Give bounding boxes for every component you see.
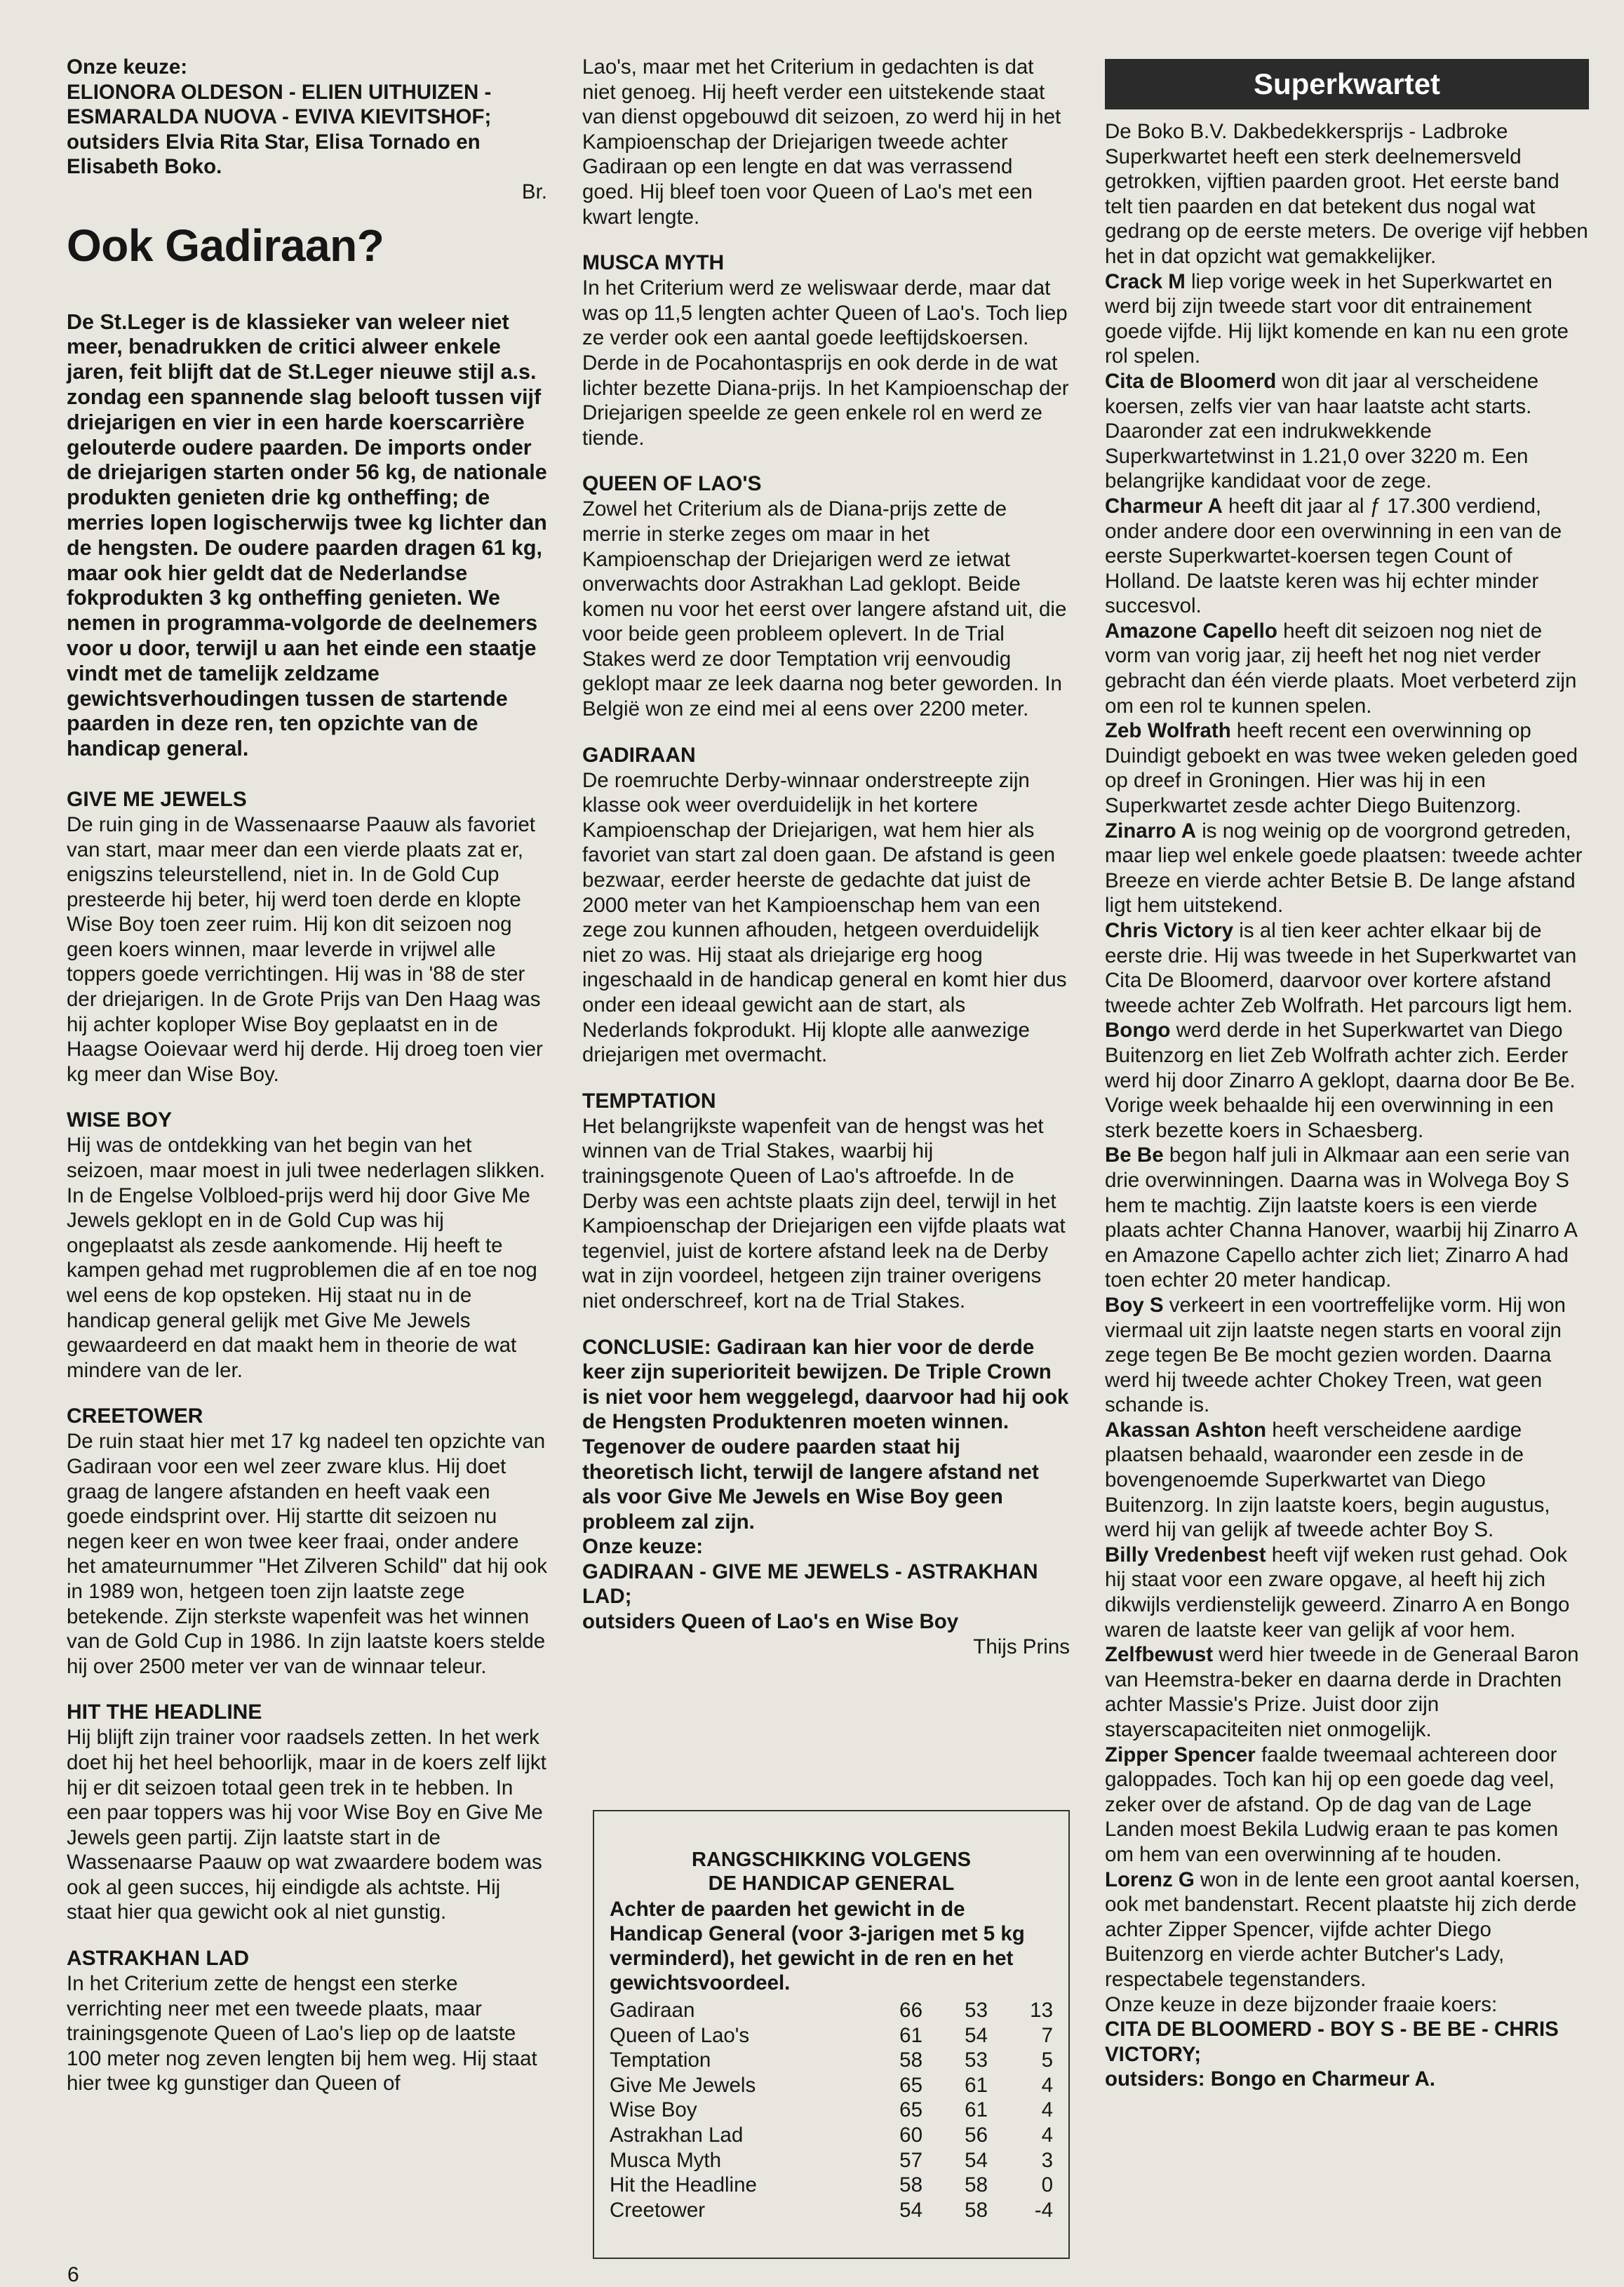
article-title: Ook Gadiraan?	[67, 220, 384, 271]
entry	[1105, 1418, 1589, 1543]
weight-advantage: 4	[1041, 2123, 1053, 2147]
entry	[1105, 819, 1589, 918]
hg-weight: 60	[899, 2123, 922, 2147]
choice-text: GADIRAAN - GIVE ME JEWELS - ASTRAKHAN LAD;	[582, 1560, 1038, 1609]
entry	[1105, 918, 1589, 1018]
entry-name: Cita de Bloomerd	[1105, 369, 1277, 393]
table-row	[610, 2073, 1053, 2098]
race-weight: 54	[965, 2023, 988, 2047]
entry	[1105, 718, 1589, 818]
entry-name: Be Be	[1105, 1144, 1164, 1167]
ranking-title: RANGSCHIKKING VOLGENS	[692, 1849, 971, 1871]
entry-name: Zeb Wolfrath	[1105, 719, 1231, 743]
entry	[1105, 1018, 1589, 1143]
ranking-box	[593, 1810, 1070, 2259]
horse-name: Astrakhan Lad	[610, 2123, 744, 2147]
author-signature: Br.	[521, 180, 547, 203]
section-body: Hij blijft zijn trainer voor raadsels zetten. In het werk doet hij het heel behoorlijk, maar in de koers zelf lijkt hij er dit seizoen totaal geen trek in te hebben. In een paar toppers was hij voor Wise Boy en Give Me Jewels geen partij. Zijn laatste start in de Wassenaarse Paauw op wat zwaardere bodem was ook al geen succes, hij eindigde als achtste. Hij staat hier qua gewicht ook al niet gunstig.	[67, 1726, 546, 1924]
hg-weight: 58	[899, 2048, 922, 2072]
choice-text: ELIONORA OLDESON - ELIEN UITHUIZEN - ESMARALDA NUOVA - EVIVA KIEVITSHOF;	[67, 80, 492, 129]
entry-text: heeft vijf weken rust gehad. Ook hij staat voor een zware opgave, al heeft hij zich dikwijls verdienstelijk geweerd. Zinarro A en Bongo waren de laatste keer van gelijk af voor hem.	[1105, 1543, 1570, 1642]
race-weight: 61	[965, 2098, 988, 2122]
section-heading: WISE BOY	[67, 1108, 173, 1132]
section-body: Het belangrijkste wapenfeit van de hengst was het winnen van de Trial Stakes, waarbij hij trainingsgenote Queen of Lao's aftroefde. In de Derby was een achtste plaats zijn deel, terwijl in het Kampioenschap der Driejarigen een vijfde plaats wat tegenviel, juist de kortere afstand leek na de Derby wat in zijn voordeel, hetgeen zijn trainer overigens niet onderschreef, kort na de Trial Stakes.	[582, 1114, 1066, 1313]
entry-text: heeft dit seizoen nog niet de vorm van vorig jaar, zij heeft het nog niet verder gebracht dan één vierde plaats. Moet verbeterd zijn om een rol te kunnen spelen.	[1105, 619, 1577, 718]
continued-text: Lao's, maar met het Criterium in gedachten is dat niet genoeg. Hij heeft verder een uitstekende staat van dienst opgebouwd dit seizoen, zo werd hij in het Kampioenschap der Driejarigen tweede achter Gadiraan op een lengte en dat was verrassend goed. Hij bleef toen voor Queen of Lao's met een kwart lengte.	[582, 55, 1061, 229]
section-heading: ASTRAKHAN LAD	[67, 1947, 249, 1971]
previous-article-choice	[67, 55, 547, 180]
race-weight: 61	[965, 2073, 988, 2097]
weight-advantage: 4	[1041, 2073, 1053, 2097]
section-body: De roemruchte Derby-winnaar onderstreepte zijn klasse ook weer overduidelijk in het kortere Kampioenschap der Driejarigen, wat hem hier als favoriet van start zal doen gaan. De afstand is geen bezwaar, eerder heerste de gedachte dat juist de 2000 meter van het Kampioenschap hem van een zege zou kunnen afhouden, hetgeen overduidelijk niet zo was. Hij staat als driejarige erg hoog ingeschaald in de handicap general en komt hier dus onder een ideaal gewicht aan de start, als Nederlands fokprodukt. Hij klopte alle aanwezige driejarigen met overmacht.	[582, 768, 1067, 1067]
choice-outsiders: outsiders Queen of Lao's en Wise Boy	[582, 1610, 959, 1634]
entry-name: Zinarro A	[1105, 819, 1197, 843]
hg-weight: 61	[899, 2023, 922, 2047]
section-heading: QUEEN OF LAO'S	[582, 472, 762, 496]
article-lead: De St.Leger is de klassieker van weleer niet meer, benadrukken de critici alweer enkele jaren, feit blijft dat de St.Leger nieuwe stijl a.s. zondag een spannende slag belooft tussen vijf driejarigen en vier in een harde koerscarrière gelouterde oudere paarden. De imports onder de driejarigen starten onder 56 kg, de nationale produkten genieten drie kg ontheffing; de merries lopen logischerwijs twee kg lichter dan de hengsten. De oudere paarden dragen 61 kg, maar ook hier geldt dat de Nederlandse fokprodukten 3 kg ontheffing genieten. We nemen in programma-volgorde de deelnemers voor u door, terwijl u aan het einde een staatje vindt met de tamelijk zeldzame gewichtsverhoudingen tussen de startende paarden in deze ren, ten opzichte van de handicap general.	[67, 309, 547, 761]
entry-text: won in de lente een groot aantal koersen, ook met bandenstart. Recent plaatste hij zich derde achter Zipper Spencer, vijfde achter Diego Buitenzorg en vierde achter Butcher's Lady, respectabele tegenstanders.	[1105, 1867, 1581, 1991]
superkwartet-intro: De Boko B.V. Dakbedekkersprijs - Ladbroke Superkwartet heeft een sterk deelnemersveld getrokken, vijftien paarden groot. Het eerste band telt tien paarden en dat betekent dus nogal wat gedrang op de eerste meters. De overige vijf hebben het in dat opzicht wat gemakkelijker.	[1105, 120, 1588, 268]
entry	[1105, 269, 1589, 369]
entry-text: is al tien keer achter elkaar bij de eerste drie. Hij was tweede in het Superkwartet van Cita De Bloomerd, daarvoor over kortere afstand tweede achter Zeb Wolfrath. Het parcours ligt hem.	[1105, 919, 1577, 1017]
section-heading: TEMPTATION	[582, 1089, 716, 1113]
weight-advantage: 7	[1041, 2023, 1053, 2047]
weight-advantage: 3	[1041, 2148, 1053, 2172]
hg-weight: 65	[899, 2073, 922, 2097]
hg-weight: 58	[899, 2173, 922, 2197]
section-heading: CREETOWER	[67, 1404, 203, 1428]
author-signature: Thijs Prins	[973, 1635, 1070, 1658]
table-row	[610, 1998, 1053, 2023]
hg-weight: 66	[899, 1999, 922, 2022]
entry-name: Charmeur A	[1105, 494, 1223, 518]
section-body: In het Criterium werd ze weliswaar derde, maar dat was op 11,5 lengten achter Queen of Lao's. Toch liep ze verder ook een aantal goede leeftijdskoersen. Derde in de Pocahontasprijs en ook derde in de wat lichter bezette Diana-prijs. In het Kampioenschap der Driejarigen speelde ze geen enkele rol en werd ze tiende.	[582, 276, 1069, 450]
section-heading: GIVE ME JEWELS	[67, 787, 247, 811]
entry-name: Chris Victory	[1105, 919, 1234, 942]
race-weight: 53	[965, 1999, 988, 2022]
entry-text: werd hier tweede in de Generaal Baron van Heemstra-beker en daarna derde in Drachten achter Massie's Prize. Juist door zijn stayerscapaciteiten niet onmogelijk.	[1105, 1643, 1579, 1741]
conclusion: CONCLUSIE: Gadiraan kan hier voor de derde keer zijn superioriteit bewijzen. De Triple Crown is niet voor hem weggelegd, daarvoor had hij ook de Hengsten Produktenren moeten winnen. Tegenover de oudere paarden staat hij theoretisch licht, terwijl de langere afstand net als voor Give Me Jewels en Wise Boy geen probleem zal zijn.	[582, 1335, 1069, 1534]
table-row	[610, 2123, 1053, 2148]
choice-text: CITA DE BLOOMERD - BOY S - BE BE - CHRIS VICTORY;	[1105, 2018, 1559, 2066]
entry	[1105, 1642, 1589, 1742]
section-body: In het Criterium zette de hengst een sterke verrichting neer met een tweede plaats, maar trainingsgenote Queen of Lao's liep op de laatste 100 meter nog zeven lengten bij hem weg. Hij staat hier twee kg gunstiger dan Queen of	[67, 1972, 537, 2095]
hg-weight: 65	[899, 2098, 922, 2122]
entry-text: won dit jaar al verscheidene koersen, zelfs vier van haar laatste acht starts. Daaronder zat een indrukwekkende Superkwartetwinst in 1.21,0 over 3220 m. Een belangrijke kandidaat voor de zege.	[1105, 369, 1539, 493]
entry-name: Zipper Spencer	[1105, 1743, 1256, 1766]
entry-text: is nog weinig op de voorgrond getreden, maar liep wel enkele goede plaatsen: tweede achter Breeze en vierde achter Betsie B. De lange afstand ligt hem uitstekend.	[1105, 819, 1583, 918]
hg-weight: 54	[899, 2198, 922, 2222]
section-heading: HIT THE HEADLINE	[67, 1701, 262, 1724]
horse-name: Creetower	[610, 2198, 706, 2222]
horse-name: Temptation	[610, 2048, 711, 2072]
entry-name: Bongo	[1105, 1019, 1171, 1042]
table-row	[610, 2173, 1053, 2198]
entry-text: begon half juli in Alkmaar aan een serie van drie overwinningen. Daarna was in Wolvega Boy S hem te machtig. Zijn laatste koers is een vierde plaats achter Channa Hanover, waarbij hij Zinarro A en Amazone Capello achter zich liet; Zinarro A had toen echter 20 meter handicap.	[1105, 1144, 1577, 1292]
horse-name: Queen of Lao's	[610, 2023, 750, 2047]
section-body: Hij was de ontdekking van het begin van het seizoen, maar moest in juli twee nederlagen slikken. In de Engelse Volbloed-prijs werd hij door Give Me Jewels geklopt en in de Gold Cup was hij ongeplaatst als zesde aankomende. Hij heeft te kampen gehad met rugproblemen die af en toe nog wel eens de kop opsteken. Hij staat nu in de handicap general gelijk met Give Me Jewels gewaardeerd en dat maakt hem in theorie de wat mindere van de ler.	[67, 1134, 546, 1382]
race-weight: 54	[965, 2148, 988, 2172]
choice-label: Onze keuze:	[582, 1535, 704, 1559]
ranking-title-2: DE HANDICAP GENERAL	[708, 1872, 955, 1895]
section-heading: MUSCA MYTH	[582, 251, 725, 275]
table-row	[610, 2148, 1053, 2173]
entry-name: Akassan Ashton	[1105, 1418, 1267, 1442]
section-body: De ruin staat hier met 17 kg nadeel ten opzichte van Gadiraan voor een wel zeer zware klus. Hij doet graag de langere afstanden en heeft vaak een goede eindsprint over. Hij startte dit seizoen nu negen keer en won twee keer fraai, onder andere het amateurnummer "Het Zilveren Schild" dat hij ook in 1989 won, hetgeen toen zijn laatste zege betekende. Zijn sterkste wapenfeit was het winnen van de Gold Cup in 1986. In zijn laatste koers stelde hij over 2500 meter ver van de winnaar teleur.	[67, 1430, 547, 1678]
ranking-table	[610, 1998, 1053, 2222]
ranking-subtitle: Achter de paarden het gewicht in de Handicap General (voor 3-jarigen met 5 kg verminderd), het gewicht in de ren en het gewichtsvoordeel.	[610, 1898, 1025, 1994]
entry	[1105, 369, 1589, 494]
entry-name: Zelfbewust	[1105, 1643, 1214, 1667]
table-row	[610, 2098, 1053, 2123]
entry-text: faalde tweemaal achtereen door galoppades. Toch kan hij op een goede dag veel, zeker over de afstand. Op de dag van de Lage Landen moest Bekila Ludwig eraan te pas komen om hem van een overwinning af te houden.	[1105, 1743, 1559, 1866]
entry-name: Billy Vredenbest	[1105, 1543, 1266, 1567]
race-weight: 58	[965, 2198, 988, 2222]
entry-text: werd derde in het Superkwartet van Diego Buitenzorg en liet Zeb Wolfrath achter zich. Eerder werd hij door Zinarro A geklopt, daarna door Be Be. Vorige week behaalde hij een overwinning in een sterk bezette koers in Schaesberg.	[1105, 1019, 1576, 1142]
section-heading: GADIRAAN	[582, 743, 696, 767]
column-middle	[582, 55, 1070, 1659]
section-body: De ruin ging in de Wassenaarse Paauw als favoriet van start, maar meer dan een vierde plaats zat er, enigszins teleurstellend, niet in. In de Gold Cup presteerde hij beter, hij werd toen derde en klopte Wise Boy toen zeer ruim. Hij kon dit seizoen nog geen koers winnen, maar leverde in vrijwel alle toppers goede verrichtingen. Hij was in '88 de ster der driejarigen. In de Grote Prijs van Den Haag was hij achter koploper Wise Boy geplaatst en in de Haagse Ooievaar werd hij derde. Hij droeg toen vier kg meer dan Wise Boy.	[67, 812, 543, 1086]
entry	[1105, 1543, 1589, 1642]
weight-advantage: 4	[1041, 2098, 1053, 2122]
weight-advantage: -4	[1034, 2198, 1053, 2222]
entry	[1105, 1293, 1589, 1418]
entry-name: Amazone Capello	[1105, 619, 1277, 643]
entry-text: heeft verscheidene aardige plaatsen behaald, waaronder een zesde in de bovengenoemde Superkwartet van Diego Buitenzorg. In zijn laatste koers, begin augustus, werd hij van gelijk af tweede achter Boy S.	[1105, 1418, 1550, 1542]
entry	[1105, 1867, 1589, 1992]
horse-name: Wise Boy	[610, 2098, 697, 2122]
table-row	[610, 2023, 1053, 2048]
entry-text: heeft recent een overwinning op Duindigt geboekt en was twee weken geleden goed op dreef in Groningen. Hier was hij in een Superkwartet zesde achter Diego Buitenzorg.	[1105, 719, 1578, 818]
section-banner: Superkwartet	[1105, 59, 1589, 109]
entry	[1105, 1743, 1589, 1867]
entry	[1105, 1143, 1589, 1293]
column-right	[1105, 59, 1589, 2092]
entry-name: Crack M	[1105, 269, 1186, 293]
page-number: 6	[67, 2263, 79, 2286]
weight-advantage: 13	[1030, 1999, 1053, 2022]
entry-name: Boy S	[1105, 1293, 1164, 1317]
hg-weight: 57	[899, 2148, 922, 2172]
choice-outsiders: outsiders: Bongo en Charmeur A.	[1105, 2067, 1435, 2091]
table-row	[610, 2048, 1053, 2073]
horse-name: Hit the Headline	[610, 2173, 757, 2197]
race-weight: 53	[965, 2048, 988, 2072]
choice-label: Onze keuze:	[67, 55, 188, 79]
column-left	[67, 55, 547, 2096]
race-weight: 56	[965, 2123, 988, 2147]
entry-name: Lorenz G	[1105, 1867, 1195, 1891]
entry	[1105, 494, 1589, 619]
horse-name: Musca Myth	[610, 2148, 722, 2172]
choice-label: Onze keuze in deze bijzonder fraaie koers:	[1105, 1992, 1498, 2016]
section-body: Zowel het Criterium als de Diana-prijs zette de merrie in sterke zeges om maar in het Kampioenschap der Driejarigen werd ze ietwat onverwachts door Astrakhan Lad geklopt. Beide komen nu voor het eerst over langere afstand uit, die voor beide geen probleem oplevert. In de Trial Stakes werd ze door Temptation vrij eenvoudig geklopt maar ze leek daarna nog beter geworden. In België won ze eind mei al eens over 2200 meter.	[582, 497, 1067, 721]
race-weight: 58	[965, 2173, 988, 2197]
entry	[1105, 619, 1589, 718]
weight-advantage: 5	[1041, 2048, 1053, 2072]
horse-name: Gadiraan	[610, 1999, 695, 2022]
choice-outsiders: outsiders Elvia Rita Star, Elisa Tornado en Elisabeth Boko.	[67, 130, 481, 179]
table-row	[610, 2198, 1053, 2223]
weight-advantage: 0	[1041, 2173, 1053, 2197]
entry-text: verkeert in een voortreffelijke vorm. Hij won viermaal uit zijn laatste negen starts en vooral zijn zege tegen Be Be mocht gezien worden. Daarna werd hij tweede achter Chokey Treen, wat geen schande is.	[1105, 1293, 1566, 1417]
entry-text: liep vorige week in het Superkwartet en werd bij zijn tweede start voor dit entrainement goede vijfde. Hij lijkt komende en kan nu een grote rol spelen.	[1105, 269, 1569, 368]
horse-name: Give Me Jewels	[610, 2073, 756, 2097]
entry-text: heeft dit jaar al ƒ 17.300 verdiend, onder andere door een overwinning in een van de eerste Superkwartet-koersen tegen Count of Holland. De laatste keren was hij echter minder succesvol.	[1105, 494, 1562, 618]
